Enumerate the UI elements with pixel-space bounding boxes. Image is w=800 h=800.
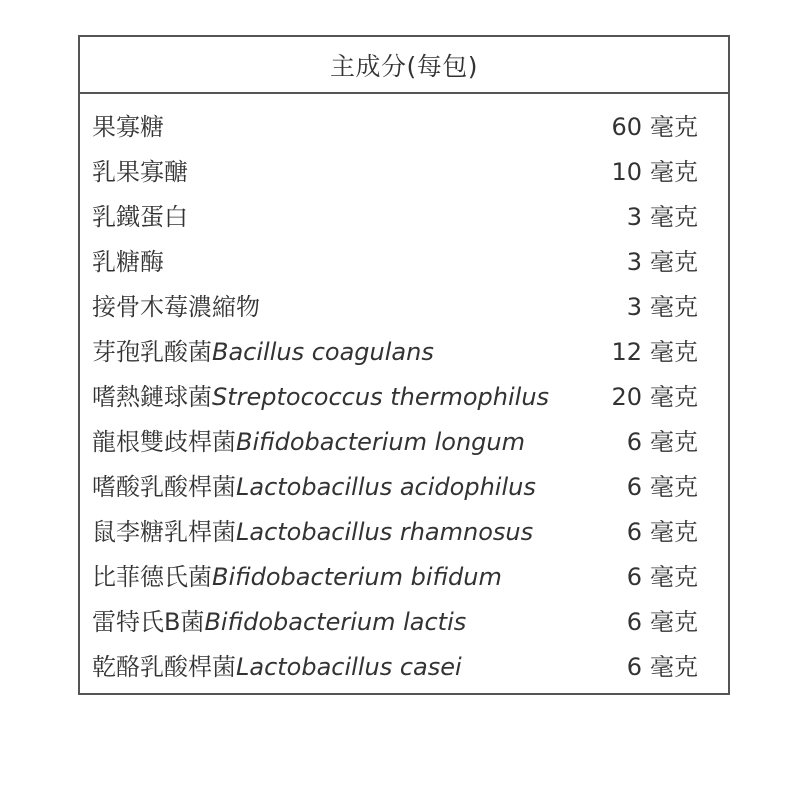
- table-row: [80, 195, 728, 240]
- ingredient-latin-name: Bifidobacterium lactis: [204, 608, 467, 636]
- ingredient-latin-name: Bifidobacterium bifidum: [212, 563, 502, 591]
- ingredient-chinese-name: 果寡糖: [92, 113, 164, 141]
- ingredient-amount: [611, 375, 698, 420]
- amount-value: 3: [626, 293, 642, 321]
- ingredient-amount: [627, 555, 698, 600]
- amount-unit: 毫克: [650, 563, 698, 591]
- amount-value: 12: [611, 338, 642, 366]
- ingredient-name: [92, 645, 462, 690]
- amount-value: 6: [626, 473, 642, 501]
- ingredient-latin-name: Lactobacillus acidophilus: [236, 473, 536, 501]
- ingredient-amount: [627, 465, 698, 510]
- ingredient-amount: [611, 330, 698, 375]
- ingredients-table: [78, 35, 730, 695]
- table-row: [80, 645, 728, 690]
- ingredient-name: [92, 240, 164, 285]
- ingredient-name: [92, 150, 188, 195]
- ingredient-chinese-name: 比菲德氏菌: [92, 563, 212, 591]
- table-title: 主成分(每包): [80, 37, 728, 94]
- amount-unit: 毫克: [650, 158, 698, 186]
- ingredient-chinese-name: 芽孢乳酸菌: [92, 338, 212, 366]
- table-row: [80, 465, 728, 510]
- amount-unit: 毫克: [650, 203, 698, 231]
- table-rows: [80, 94, 728, 690]
- table-row: [80, 555, 728, 600]
- table-row: [80, 375, 728, 420]
- ingredient-amount: [627, 510, 698, 555]
- amount-value: 6: [626, 563, 642, 591]
- table-row: [80, 150, 728, 195]
- table-row: [80, 330, 728, 375]
- ingredient-name: [92, 510, 533, 555]
- ingredient-chinese-name: 乳糖酶: [92, 248, 164, 276]
- amount-unit: 毫克: [650, 608, 698, 636]
- ingredient-latin-name: Lactobacillus rhamnosus: [236, 518, 534, 546]
- ingredient-name: [92, 465, 536, 510]
- ingredient-name: [92, 420, 525, 465]
- ingredient-latin-name: Bacillus coagulans: [212, 338, 434, 366]
- ingredient-amount: [627, 240, 698, 285]
- amount-value: 6: [626, 608, 642, 636]
- table-row: [80, 420, 728, 465]
- ingredient-name: [92, 600, 466, 645]
- amount-value: 6: [626, 518, 642, 546]
- ingredient-amount: [627, 285, 698, 330]
- table-row: [80, 600, 728, 645]
- ingredient-chinese-name: 乳果寡醣: [92, 158, 188, 186]
- ingredient-name: [92, 285, 260, 330]
- table-row: [80, 105, 728, 150]
- amount-value: 60: [611, 113, 642, 141]
- table-row: [80, 240, 728, 285]
- amount-value: 10: [611, 158, 642, 186]
- amount-value: 3: [626, 203, 642, 231]
- ingredient-amount: [627, 195, 698, 240]
- ingredient-name: [92, 555, 502, 600]
- ingredient-chinese-name: 接骨木莓濃縮物: [92, 293, 260, 321]
- amount-value: 3: [626, 248, 642, 276]
- ingredient-chinese-name: 鼠李糖乳桿菌: [92, 518, 236, 546]
- ingredient-chinese-name: 雷特氏B菌: [92, 608, 205, 636]
- ingredient-latin-name: Lactobacillus casei: [236, 653, 462, 681]
- ingredient-chinese-name: 嗜酸乳酸桿菌: [92, 473, 236, 501]
- amount-unit: 毫克: [650, 518, 698, 546]
- amount-unit: 毫克: [650, 338, 698, 366]
- amount-value: 20: [611, 383, 642, 411]
- ingredient-amount: [627, 420, 698, 465]
- ingredient-amount: [627, 600, 698, 645]
- amount-unit: 毫克: [650, 113, 698, 141]
- ingredient-amount: [611, 105, 698, 150]
- ingredient-amount: [627, 645, 698, 690]
- ingredient-latin-name: Bifidobacterium longum: [236, 428, 526, 456]
- amount-unit: 毫克: [650, 653, 698, 681]
- amount-unit: 毫克: [650, 473, 698, 501]
- ingredient-amount: [611, 150, 698, 195]
- ingredient-name: [92, 105, 164, 150]
- ingredient-chinese-name: 乳鐵蛋白: [92, 203, 188, 231]
- amount-value: 6: [626, 653, 642, 681]
- ingredient-latin-name: Streptococcus thermophilus: [212, 383, 550, 411]
- amount-unit: 毫克: [650, 428, 698, 456]
- ingredient-chinese-name: 嗜熱鏈球菌: [92, 383, 212, 411]
- amount-value: 6: [626, 428, 642, 456]
- amount-unit: 毫克: [650, 248, 698, 276]
- ingredient-name: [92, 375, 549, 420]
- table-row: [80, 510, 728, 555]
- ingredient-name: [92, 330, 434, 375]
- ingredient-chinese-name: 龍根雙歧桿菌: [92, 428, 236, 456]
- amount-unit: 毫克: [650, 383, 698, 411]
- amount-unit: 毫克: [650, 293, 698, 321]
- ingredient-name: [92, 195, 188, 240]
- ingredient-chinese-name: 乾酪乳酸桿菌: [92, 653, 236, 681]
- table-row: [80, 285, 728, 330]
